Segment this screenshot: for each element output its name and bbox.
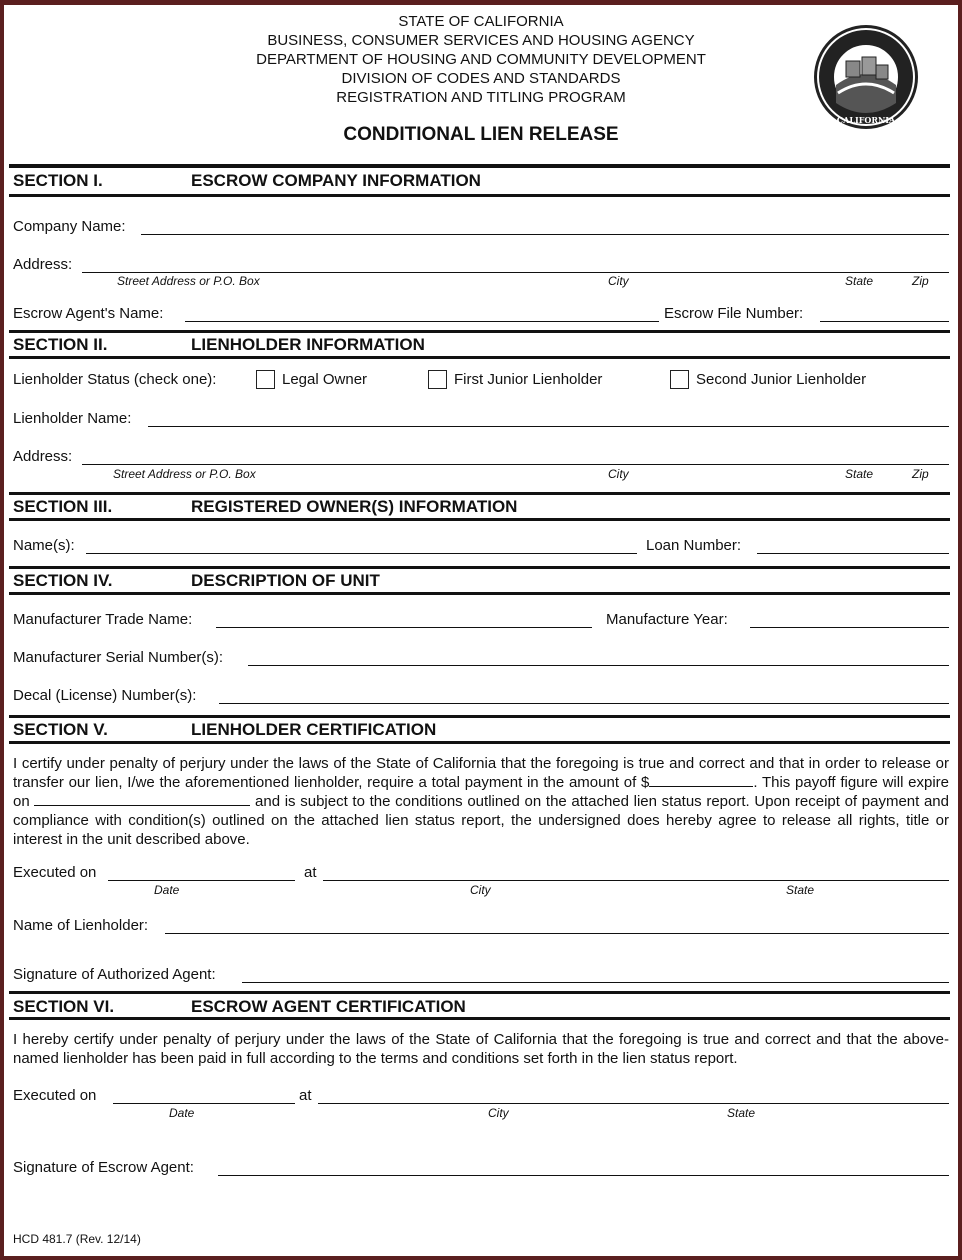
executed-on-label: Executed on [13, 1087, 97, 1104]
second-junior-label: Second Junior Lienholder [696, 371, 867, 388]
trade-name-label: Manufacturer Trade Name: [13, 611, 193, 628]
form-number: HCD 481.7 (Rev. 12/14) [13, 1232, 141, 1246]
escrow-certification-text: I hereby certify under penalty of perjury under the laws of the State of California that the foregoing is true and correct and that the above-named lienholder has been paid in full according to the terms and conditions set forth in the lien status report. [13, 1031, 949, 1067]
street-caption: Street Address or P.O. Box [113, 467, 256, 481]
section-bar [9, 991, 950, 994]
lienholder-name-sign-field[interactable] [165, 933, 949, 934]
lienholder-address-field[interactable] [82, 464, 949, 465]
section-bar [9, 356, 950, 359]
section-bar [9, 566, 950, 569]
street-caption: Street Address or P.O. Box [117, 274, 260, 288]
state-caption: State [845, 274, 874, 288]
section-bar [9, 164, 950, 168]
agent-signature-label: Signature of Authorized Agent: [13, 966, 216, 983]
section-title: LIENHOLDER CERTIFICATION [191, 720, 437, 739]
names-field[interactable] [86, 553, 637, 554]
section-number: SECTION II. [13, 335, 108, 354]
expiration-date-field[interactable] [34, 793, 250, 806]
address-label: Address: [13, 448, 73, 465]
section-bar [9, 518, 950, 521]
section-bar [9, 194, 950, 197]
legal-owner-checkbox[interactable] [256, 370, 275, 389]
first-junior-label: First Junior Lienholder [454, 371, 603, 388]
date-caption: Date [169, 1106, 195, 1120]
names-label: Name(s): [13, 537, 75, 554]
hcd-seal-logo [812, 23, 920, 131]
decal-field[interactable] [219, 703, 949, 704]
escrow-executed-date-field[interactable] [113, 1103, 295, 1104]
status-label: Lienholder Status (check one): [13, 371, 217, 388]
executed-on-label: Executed on [13, 864, 97, 881]
second-junior-checkbox[interactable] [670, 370, 689, 389]
section-bar [9, 592, 950, 595]
lienholder-certification-text: I certify under penalty of perjury under the laws of the State of California that the foregoing is true and correct and that in order to release or transfer our lien, I/we the aforementioned lienholder, require a total payment in the amount of $ . This payoff figure will expire on and is subject to the conditions outlined on the attached lien status report. Upon receipt of payment and compliance with condition(s) outlined on the attached lien status report, the undersigned does hereby agree to release all rights, title or interest in the unit described above. [13, 755, 949, 848]
company-name-field[interactable] [141, 234, 949, 235]
zip-caption: Zip [912, 467, 929, 481]
section-number: SECTION I. [13, 171, 103, 190]
section-title: ESCROW AGENT CERTIFICATION [191, 997, 466, 1016]
loan-number-field[interactable] [757, 553, 949, 554]
header-line: BUSINESS, CONSUMER SERVICES AND HOUSING AGENCY [267, 32, 695, 49]
executed-location-field[interactable] [323, 880, 949, 881]
header-line: DEPARTMENT OF HOUSING AND COMMUNITY DEVELOPMENT [256, 51, 706, 68]
section-bar [9, 715, 950, 718]
section-title: ESCROW COMPANY INFORMATION [191, 171, 481, 190]
lienholder-name-label: Lienholder Name: [13, 410, 132, 427]
loan-number-label: Loan Number: [646, 537, 742, 554]
state-caption: State [727, 1106, 756, 1120]
section-bar [9, 330, 950, 333]
section-number: SECTION III. [13, 497, 113, 516]
section-bar [9, 492, 950, 495]
file-number-field[interactable] [820, 321, 949, 322]
at-label: at [299, 1087, 312, 1104]
lienholder-name-field[interactable] [148, 426, 949, 427]
state-caption: State [845, 467, 874, 481]
legal-owner-label: Legal Owner [282, 371, 368, 388]
header-line: REGISTRATION AND TITLING PROGRAM [336, 89, 626, 106]
header-line: DIVISION OF CODES AND STANDARDS [341, 70, 621, 87]
trade-name-field[interactable] [216, 627, 592, 628]
agent-name-field[interactable] [185, 321, 659, 322]
address-label: Address: [13, 256, 73, 273]
decal-label: Decal (License) Number(s): [13, 687, 197, 704]
section-number: SECTION VI. [13, 997, 115, 1016]
section-number: SECTION IV. [13, 571, 113, 590]
form-title: CONDITIONAL LIEN RELEASE [343, 124, 619, 145]
section-bar [9, 1017, 950, 1020]
executed-date-field[interactable] [108, 880, 295, 881]
svg-text:CALIFORNIA: CALIFORNIA [836, 115, 896, 125]
serial-label: Manufacturer Serial Number(s): [13, 649, 224, 666]
year-label: Manufacture Year: [606, 611, 728, 628]
escrow-signature-label: Signature of Escrow Agent: [13, 1159, 194, 1176]
first-junior-checkbox[interactable] [428, 370, 447, 389]
city-caption: City [608, 467, 629, 481]
escrow-executed-location-field[interactable] [318, 1103, 949, 1104]
section-title: LIENHOLDER INFORMATION [191, 335, 425, 354]
state-caption: State [786, 883, 815, 897]
city-caption: City [488, 1106, 509, 1120]
agent-signature-field[interactable] [242, 982, 949, 983]
escrow-signature-field[interactable] [218, 1175, 949, 1176]
date-caption: Date [154, 883, 180, 897]
city-caption: City [470, 883, 491, 897]
section-title: DESCRIPTION OF UNIT [191, 571, 380, 590]
zip-caption: Zip [912, 274, 929, 288]
header-line: STATE OF CALIFORNIA [398, 13, 564, 30]
section-number: SECTION V. [13, 720, 108, 739]
year-field[interactable] [750, 627, 949, 628]
section-title: REGISTERED OWNER(S) INFORMATION [191, 497, 518, 516]
address-field[interactable] [82, 272, 949, 273]
at-label: at [304, 864, 317, 881]
payment-amount-field[interactable] [649, 774, 753, 787]
section-bar [9, 741, 950, 744]
agent-name-label: Escrow Agent's Name: [13, 305, 164, 322]
company-name-label: Company Name: [13, 218, 126, 235]
lienholder-name-label: Name of Lienholder: [13, 917, 149, 934]
city-caption: City [608, 274, 629, 288]
serial-field[interactable] [248, 665, 949, 666]
file-number-label: Escrow File Number: [664, 305, 804, 322]
